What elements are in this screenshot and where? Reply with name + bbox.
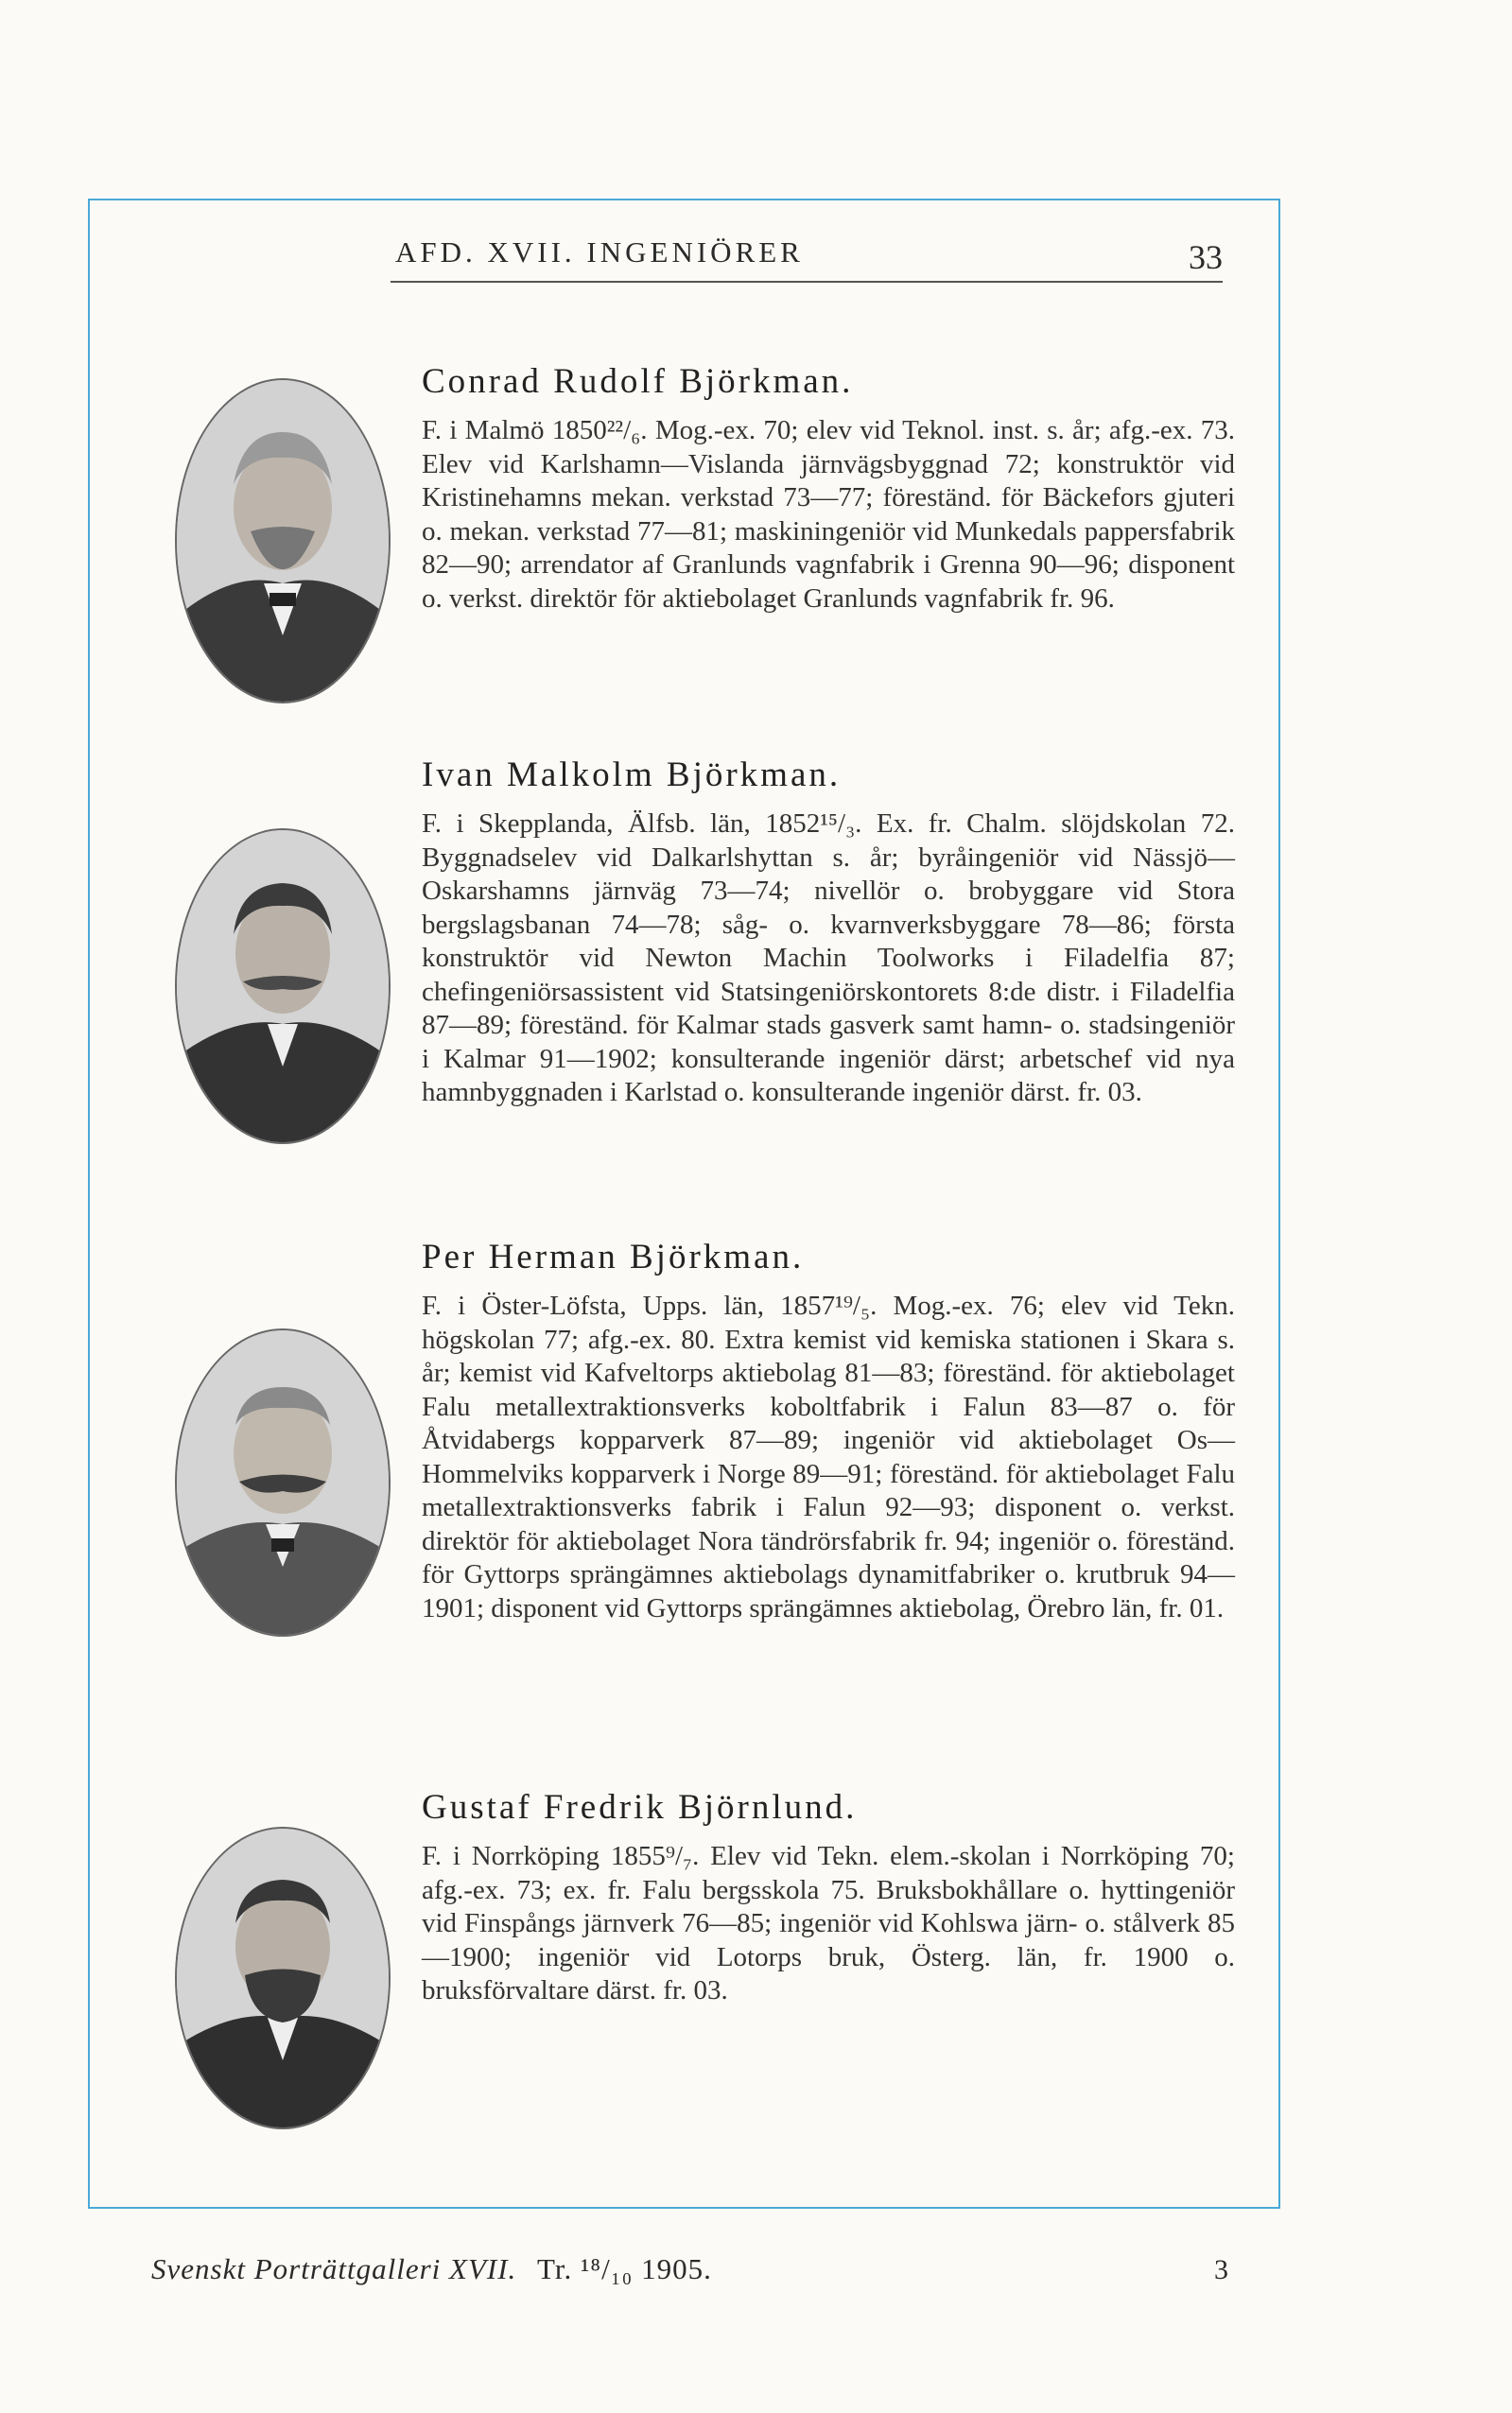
- entry-name: Gustaf Fredrik Björnlund.: [422, 1788, 858, 1827]
- entry-biography: F. i Skepplanda, Älfsb. län, 1852¹⁵/₃. Ex. fr. Chalm. slöjdskolan 72. Byggnadselev vid Dalkarlshyttan s. år; byråingeniör vid Nässjö—Oskarshamns järnväg 73—74; nivellör o. brobyggare vid Stora bergslagsbanan 74—78; såg- o. kvarnverksbyggare 78—86; första konstruktör vid Newton Machin Toolworks i Filadelfia 87; chefingeniörsassistent vid Statsingeniörskontorets 8:de distr. i Filadelfia 87—89; föreständ. för Kalmar stads gasverk samt hamn- o. stadsingeniör i Kalmar 91—1902; konsulterande ingeniör därst; arbetschef vid nya hamnbyggnaden i Karlstad o. konsulterande ingeniör därst. fr. 03.: [422, 808, 1235, 1107]
- portrait-per-herman-bjorkman: [175, 1328, 391, 1637]
- entry-biography: F. i Norrköping 1855⁹/₇. Elev vid Tekn. elem.-skolan i Norrköping 70; afg.-ex. 73; ex. fr. Falu bergsskola 75. Bruksbokhållare o. hyttingeniör vid Finspångs järnverk 76—85; ingeniör vid Kohlswa järn- o. stålverk 85—1900; ingeniör vid Lotorps bruk, Österg. län, fr. 1900 o. bruksförvaltare därst. fr. 03.: [422, 1841, 1235, 2005]
- page-number: 33: [1189, 238, 1223, 276]
- running-header: [391, 234, 1223, 283]
- page-footer: [151, 2252, 712, 2286]
- entry-name: Per Herman Björkman.: [422, 1238, 805, 1276]
- portrait-gustaf-fredrik-bjornlund: [175, 1827, 391, 2129]
- signature-mark: 3: [1214, 2254, 1228, 2285]
- section-heading: AFD. XVII. INGENIÖRER: [395, 235, 804, 269]
- print-date: Tr. ¹⁸/₁₀ 1905.: [537, 2252, 712, 2285]
- entry-name: Conrad Rudolf Björkman.: [422, 362, 854, 401]
- portrait-conrad-rudolf-bjorkman: [175, 378, 391, 703]
- portrait-ivan-malkolm-bjorkman: [175, 828, 391, 1144]
- entry-name: Ivan Malkolm Björkman.: [422, 755, 842, 794]
- entry-biography: F. i Öster-Löfsta, Upps. län, 1857¹⁹/₅. Mog.-ex. 76; elev vid Tekn. högskolan 77; afg.-ex. 80. Extra kemist vid kemiska stationen i Skara s. år; kemist vid Kafveltorps aktiebolag 81—83; föreständ. för aktiebolaget Falu metallextraktionsverks koboltfabrik i Falun 83—87 o. för Åtvidabergs kopparverk 87—89; ingeniör vid aktiebolaget Os—Hommelviks kopparverk i Norge 89—91; föreständ. för aktiebolaget Falu metallextraktionsverks fabrik i Falun 92—93; disponent o. verkst. direktör för aktiebolaget Nora tändrörsfabrik fr. 94; ingeniör o. föreständ. för Gyttorps sprängämnes aktiebolags dynamitfabriker o. krutbruk 94—1901; disponent vid Gyttorps sprängämnes aktiebolag, Örebro län, fr. 01.: [422, 1291, 1235, 1623]
- publication-title: Svenskt Porträttgalleri XVII.: [151, 2252, 517, 2285]
- entry-biography: F. i Malmö 1850²²/₆. Mog.-ex. 70; elev vid Teknol. inst. s. år; afg.-ex. 73. Elev vid Karlshamn—Vislanda järnvägsbyggnad 72; konstruktör vid Kristinehamns mekan. verkstad 73—77; föreständ. för Bäckefors gjuteri o. mekan. verkstad 77—81; maskiningeniör vid Munkedals pappersfabrik 82—90; arrendator af Granlunds vagnfabrik i Grenna 90—96; disponent o. verkst. direktör för aktiebolaget Granlunds vagnfabrik fr. 96.: [422, 415, 1235, 614]
